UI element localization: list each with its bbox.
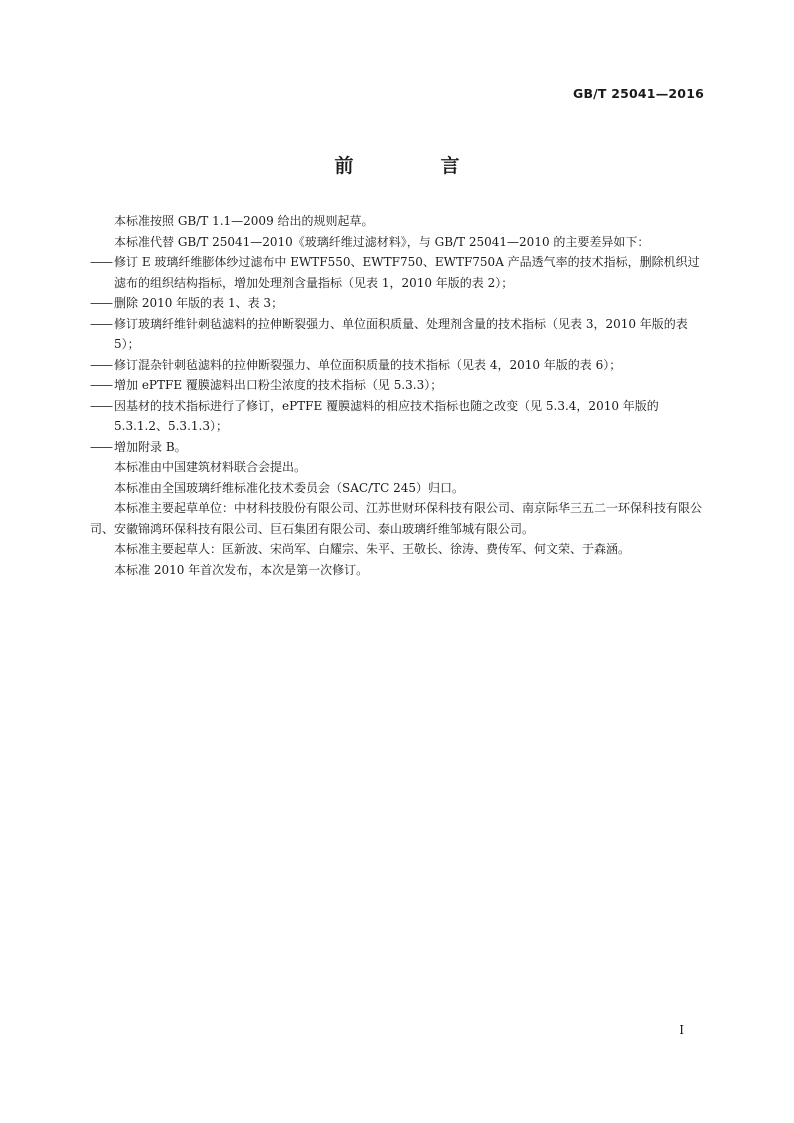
change-text: 因基材的技术指标进行了修订，ePTFE 覆膜滤料的相应技术指标也随之改变（见 5.3.4，2010 年版的 5.3.1.2、5.3.1.3）； — [114, 398, 659, 433]
change-text: 删除 2010 年版的表 1、表 3； — [114, 296, 284, 310]
change-item — [90, 396, 706, 437]
dash-mark: —— — [90, 378, 112, 392]
change-text: 增加 ePTFE 覆膜滤料出口粉尘浓度的技术指标（见 5.3.3）； — [114, 378, 443, 392]
dash-mark: —— — [90, 357, 112, 372]
change-text: 修订混杂针刺毡滤料的拉伸断裂强力、单位面积质量的技术指标（见表 4，2010 年版的表 6）； — [114, 357, 622, 372]
dash-mark: —— — [90, 316, 112, 331]
change-text: 增加附录 B。 — [114, 439, 187, 454]
paragraph-drafting-units: 本标准主要起草单位：中材科技股份有限公司、江苏世财环保科技有限公司、南京际华三五二一环保科技有限公司、安徽锦鸿环保科技有限公司、巨石集团有限公司、泰山玻璃纤维邹城有限公司。 — [90, 501, 703, 536]
change-text: 修订玻璃纤维针刺毡滤料的拉伸断裂强力、单位面积质量、处理剂含量的技术指标（见表 3，2010 年版的表 5）； — [114, 316, 688, 351]
paragraph-drafting-rules: 本标准按照 GB/T 1.1—2009 给出的规则起草。 — [114, 214, 374, 228]
change-item — [90, 252, 706, 293]
change-item — [90, 314, 706, 355]
paragraph-committee: 本标准由全国玻璃纤维标准化技术委员会（SAC/TC 245）归口。 — [114, 480, 465, 495]
page-title: 前 言 — [334, 155, 494, 177]
page-number: I — [679, 1023, 684, 1037]
dash-mark: —— — [90, 439, 112, 454]
paragraph-drafters: 本标准主要起草人：匡新波、宋尚军、白耀宗、朱平、王敬长、徐涛、费传军、何文荣、于森涵。 — [114, 542, 631, 556]
foreword-content — [90, 211, 706, 580]
change-item — [90, 437, 706, 458]
dash-mark: —— — [90, 255, 112, 269]
dash-mark: —— — [90, 398, 112, 413]
dash-mark: —— — [90, 296, 112, 310]
paragraph-replacement: 本标准代替 GB/T 25041—2010《玻璃纤维过滤材料》，与 GB/T 25041—2010 的主要差异如下： — [114, 234, 650, 249]
change-item — [90, 355, 706, 376]
paragraph-history: 本标准 2010 年首次发布，本次是第一次修订。 — [114, 562, 369, 577]
paragraph-proposer: 本标准由中国建筑材料联合会提出。 — [114, 460, 307, 474]
change-item — [90, 375, 706, 396]
change-item — [90, 293, 706, 314]
standard-number: GB/T 25041—2016 — [572, 86, 704, 101]
change-text: 修订 E 玻璃纤维膨体纱过滤布中 EWTF550、EWTF750、EWTF750A 产品透气率的技术指标，删除机织过滤布的组织结构指标，增加处理剂含量指标（见表 1，2010 年版的表 2）； — [114, 255, 700, 290]
